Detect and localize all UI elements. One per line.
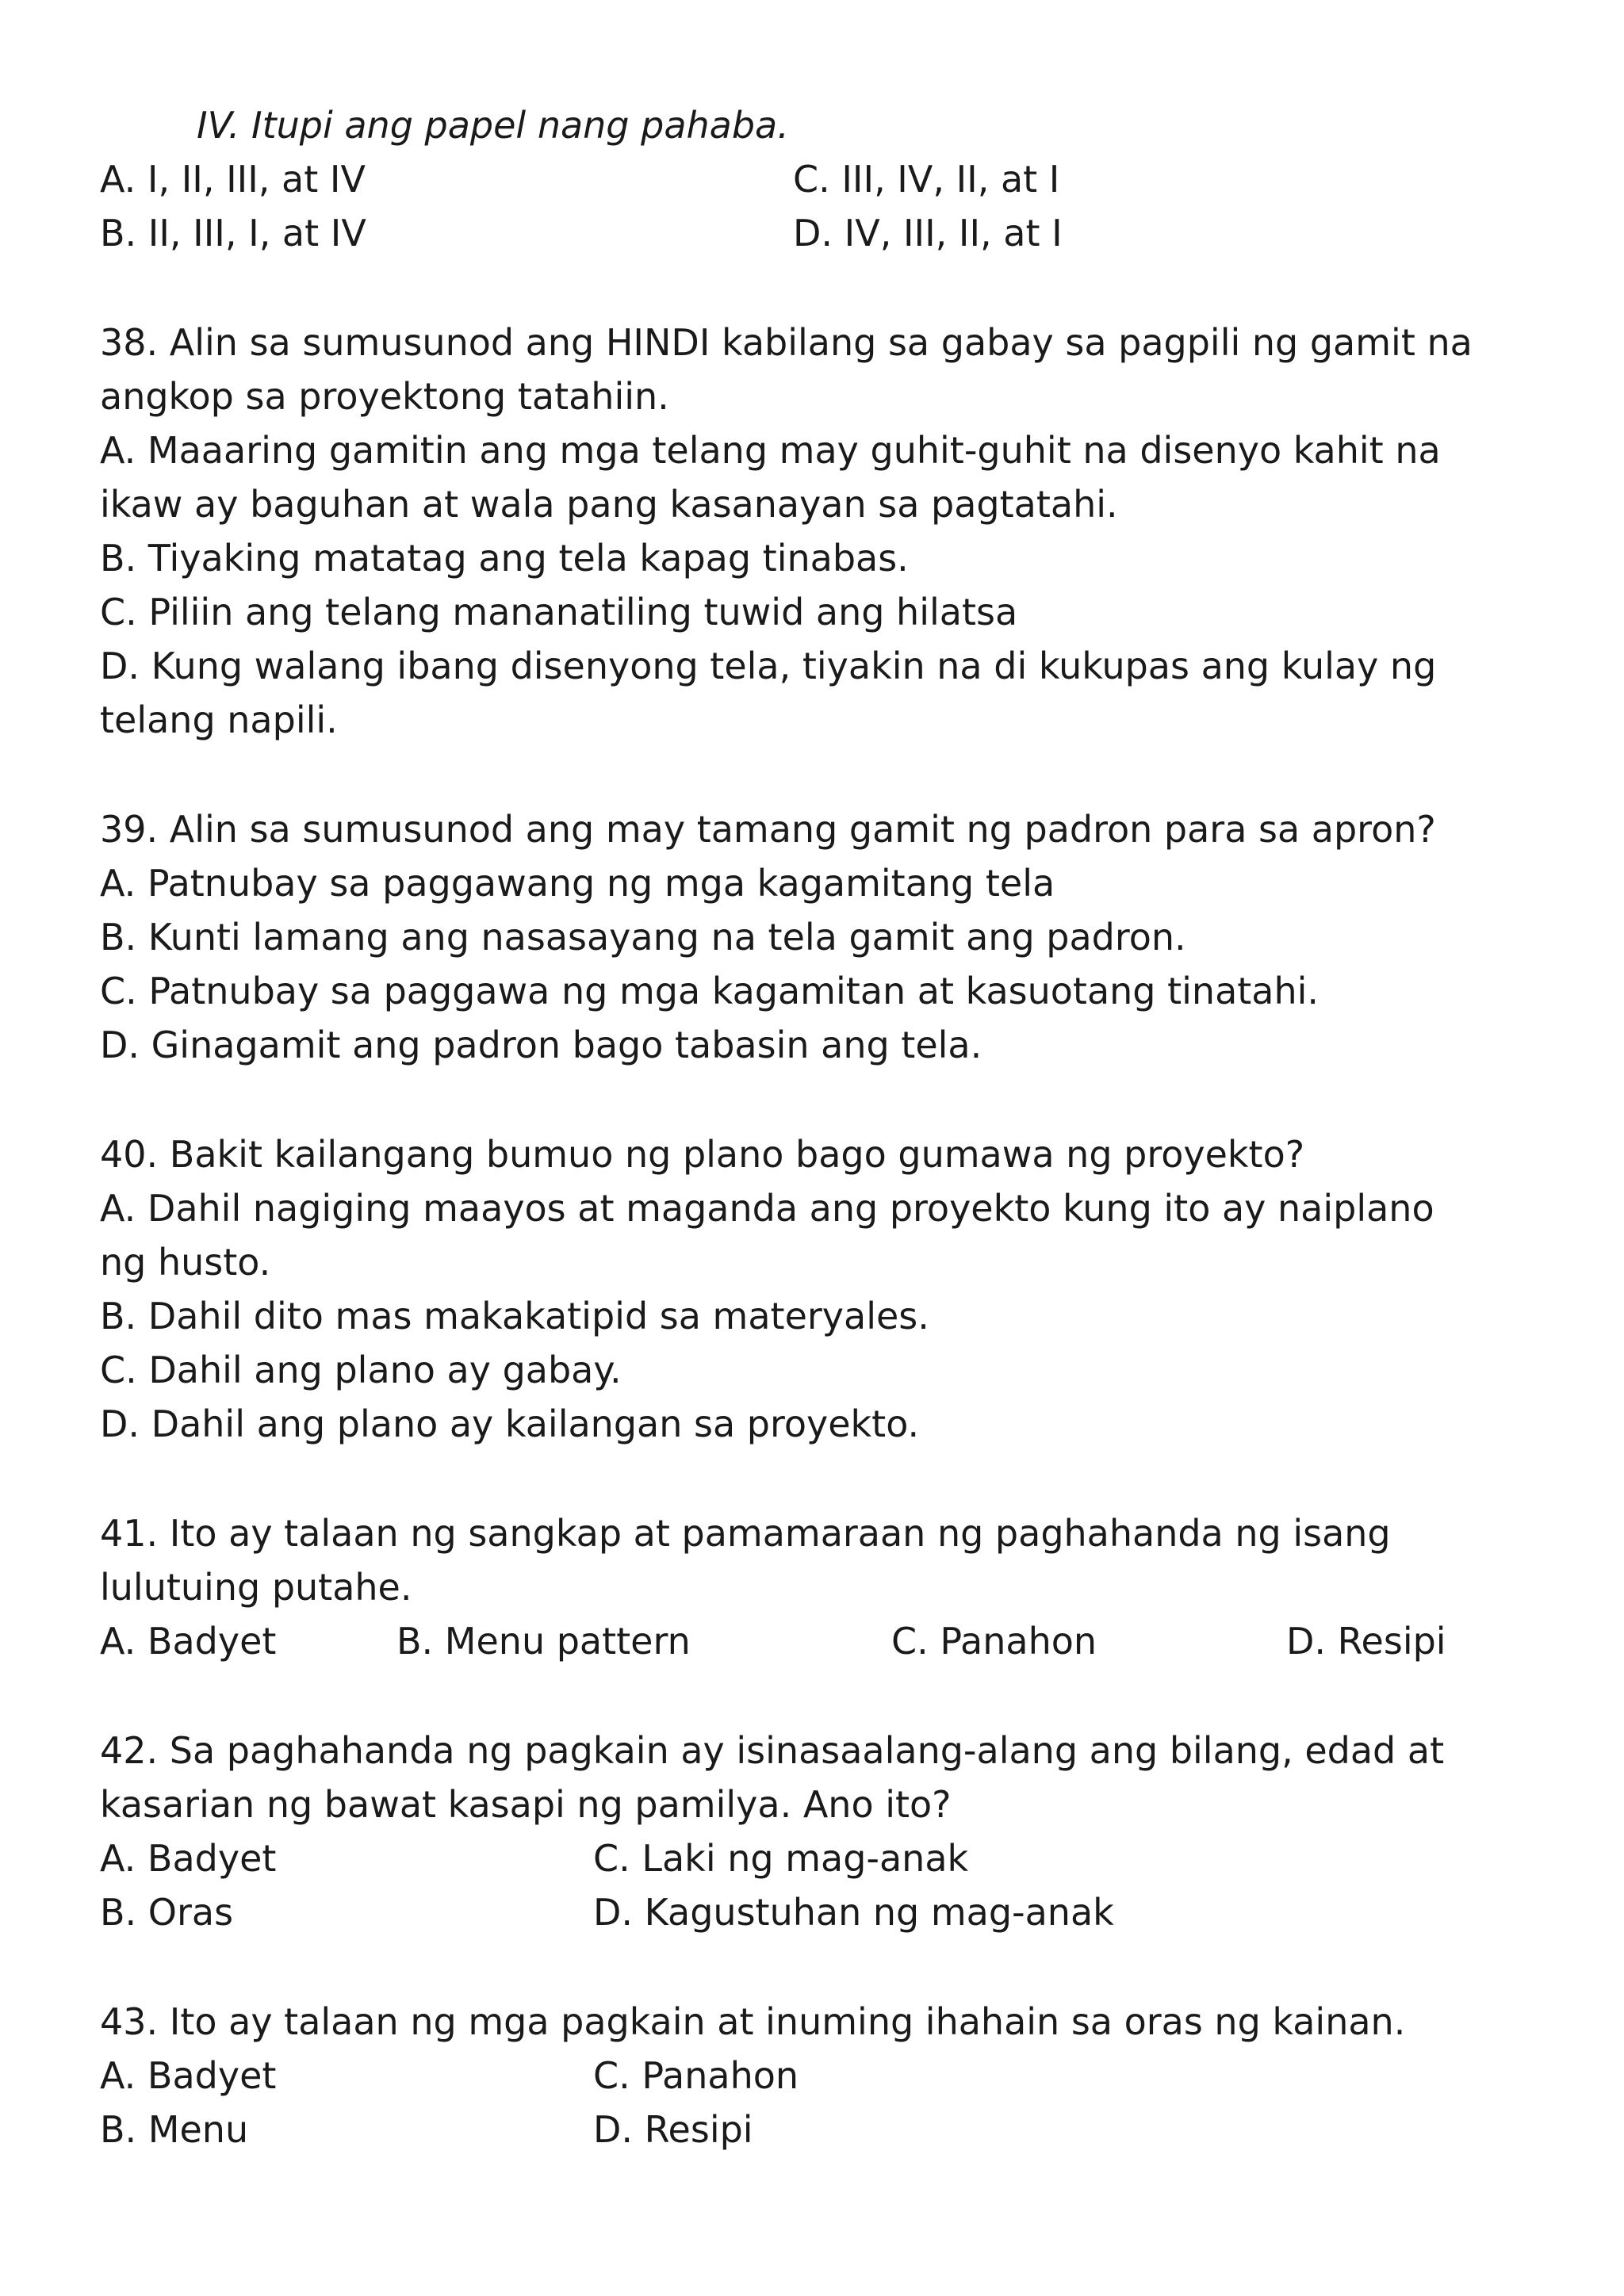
q41-choice-c: C. Panahon: [891, 1620, 1097, 1663]
q37-choice-c: C. III, IV, II, at I: [793, 158, 1060, 201]
q38-choice-c: C. Piliin ang telang mananatiling tuwid ang hilatsa: [100, 591, 1018, 633]
q40-stem: 40. Bakit kailangang bumuo ng plano bago gumawa ng proyekto?: [100, 1133, 1305, 1176]
q43-choice-d: D. Resipi: [593, 2108, 753, 2151]
q42-choice-a: A. Badyet: [100, 1837, 277, 1880]
q39-choice-c: C. Patnubay sa paggawa ng mga kagamitan at kasuotang tinatahi.: [100, 970, 1320, 1012]
q42-stem-line1: 42. Sa paghahanda ng pagkain ay isinasaalang-alang ang bilang, edad at: [100, 1729, 1445, 1772]
q37-choice-a: A. I, II, III, at IV: [100, 158, 366, 201]
q42-choice-c: C. Laki ng mag-anak: [593, 1837, 969, 1880]
q38-choice-d-line1: D. Kung walang ibang disenyong tela, tiyakin na di kukupas ang kulay ng: [100, 645, 1437, 687]
q43-choice-b: B. Menu: [100, 2108, 249, 2151]
q42-stem-line2: kasarian ng bawat kasapi ng pamilya. Ano ito?: [100, 1783, 952, 1826]
q41-choice-d: D. Resipi: [1286, 1620, 1446, 1663]
q38-choice-a-line2: ikaw ay baguhan at wala pang kasanayan sa pagtatahi.: [100, 483, 1118, 526]
q38-choice-a-line1: A. Maaaring gamitin ang mga telang may guhit-guhit na disenyo kahit na: [100, 429, 1441, 472]
q41-stem-line2: lulutuing putahe.: [100, 1566, 412, 1609]
q37-step-iv: IV. Itupi ang papel nang pahaba.: [197, 104, 789, 147]
q40-choice-b: B. Dahil dito mas makakatipid sa materyales.: [100, 1295, 929, 1337]
q42-choice-d: D. Kagustuhan ng mag-anak: [593, 1891, 1114, 1934]
q38-choice-b: B. Tiyaking matatag ang tela kapag tinabas.: [100, 537, 909, 580]
q39-choice-b: B. Kunti lamang ang nasasayang na tela gamit ang padron.: [100, 916, 1186, 959]
q38-choice-d-line2: telang napili.: [100, 698, 338, 741]
q39-choice-d: D. Ginagamit ang padron bago tabasin ang tela.: [100, 1024, 982, 1066]
q39-choice-a: A. Patnubay sa paggawang ng mga kagamitang tela: [100, 862, 1055, 905]
q43-choice-c: C. Panahon: [593, 2054, 799, 2097]
q40-choice-a-line2: ng husto.: [100, 1241, 271, 1284]
q40-choice-a-line1: A. Dahil nagiging maayos at maganda ang proyekto kung ito ay naiplano: [100, 1187, 1434, 1230]
q40-choice-c: C. Dahil ang plano ay gabay.: [100, 1349, 622, 1391]
q37-choice-b: B. II, III, I, at IV: [100, 212, 366, 254]
q41-stem-line1: 41. Ito ay talaan ng sangkap at pamamaraan ng paghahanda ng isang: [100, 1512, 1391, 1555]
q40-choice-d: D. Dahil ang plano ay kailangan sa proyekto.: [100, 1402, 920, 1445]
q39-stem: 39. Alin sa sumusunod ang may tamang gamit ng padron para sa apron?: [100, 808, 1436, 851]
q42-choice-b: B. Oras: [100, 1891, 234, 1934]
q41-choice-a: A. Badyet: [100, 1620, 277, 1663]
q43-stem: 43. Ito ay talaan ng mga pagkain at inuming ihahain sa oras ng kainan.: [100, 2000, 1406, 2043]
q38-stem-line1: 38. Alin sa sumusunod ang HINDI kabilang sa gabay sa pagpili ng gamit na: [100, 321, 1473, 364]
q37-choice-d: D. IV, III, II, at I: [793, 212, 1063, 254]
q38-stem-line2: angkop sa proyektong tatahiin.: [100, 375, 669, 418]
q43-choice-a: A. Badyet: [100, 2054, 277, 2097]
q41-choice-b: B. Menu pattern: [396, 1620, 691, 1663]
